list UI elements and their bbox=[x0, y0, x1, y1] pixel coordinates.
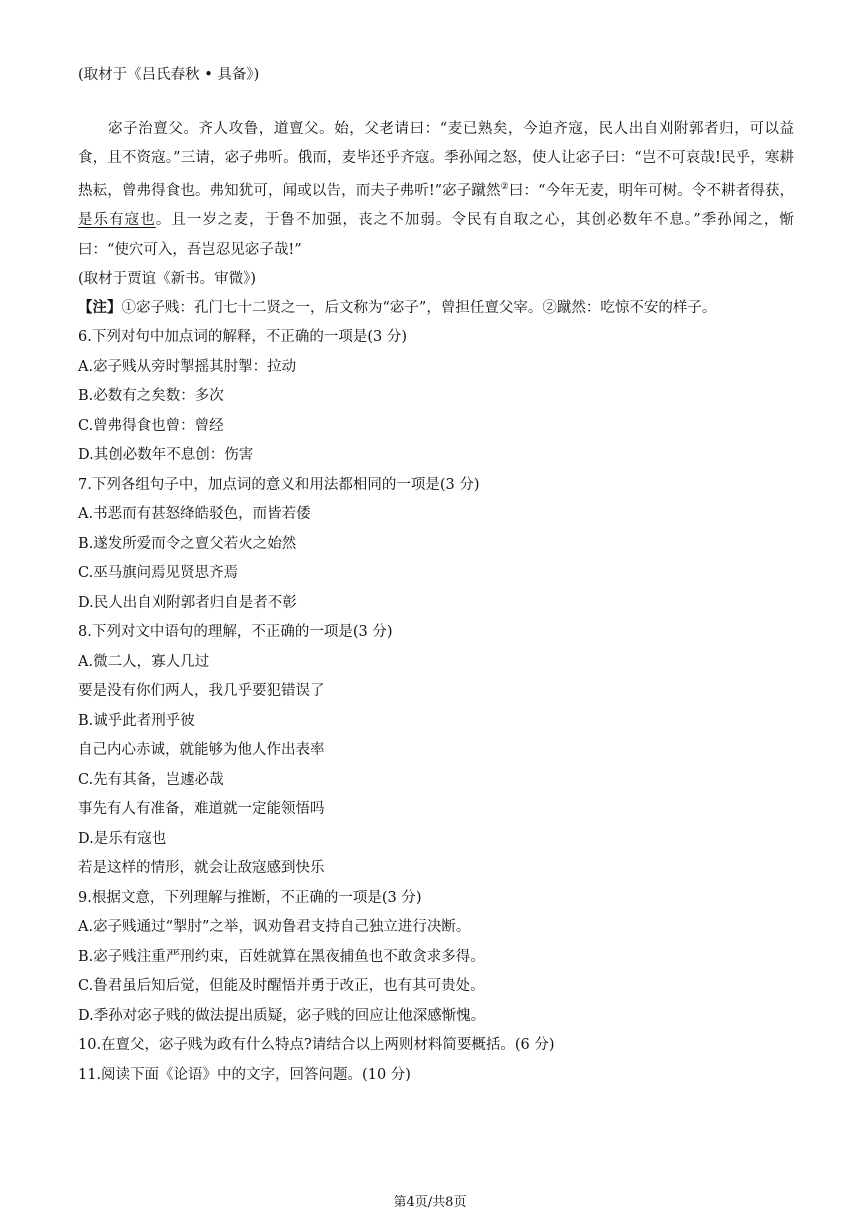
q6-option-a: A.宓子贱从旁时掣摇其肘掣：拉动 bbox=[78, 359, 297, 375]
q8-option-d: D.是乐有寇也 bbox=[78, 831, 167, 847]
question-11: 11.阅读下面《论语》中的文字，回答问题。(10 分) bbox=[78, 1067, 411, 1083]
question-9: 9.根据文意，下列理解与推断，不正确的一项是(3 分) bbox=[78, 890, 422, 906]
classical-passage bbox=[78, 115, 794, 265]
page-number: 第4页/共8页 bbox=[393, 1195, 467, 1210]
q8-option-c: C.先有其备，岂遽必哉 bbox=[78, 772, 224, 788]
q7-option-a: A.书恶而有甚怒绛皓驳色，而皆若倭 bbox=[78, 506, 311, 522]
question-10: 10.在亶父，宓子贱为政有什么特点?请结合以上两则材料简要概括。(6 分) bbox=[78, 1037, 555, 1053]
q6-option-c: C.曾弗得食也曾：曾经 bbox=[78, 418, 224, 434]
q8-option-a: A.微二人，寡人几过 bbox=[78, 654, 210, 670]
question-8: 8.下列对文中语句的理解，不正确的一项是(3 分) bbox=[78, 624, 393, 640]
q9-option-d: D.季孙对宓子贱的做法提出质疑，宓子贱的回应让他深感惭愧。 bbox=[78, 1008, 486, 1024]
q9-option-c: C.鲁君虽后知后觉，但能及时醒悟并勇于改正，也有其可贵处。 bbox=[78, 978, 485, 994]
passage-text-2: 曰：“今年无麦，明年可树。令不耕者得获， bbox=[508, 183, 794, 200]
passage-underlined-phrase: 是乐有寇也 bbox=[78, 212, 156, 229]
q6-option-d: D.其创必数年不息创：伤害 bbox=[78, 447, 254, 463]
passage-text-1: 宓子治亶父。齐人攻鲁，道亶父。始，父老请曰：“麦已熟矣，今迫齐寇，民人出自刈附郭者归，可以益食，且不资寇。”三请，宓子弗听。俄而，麦毕还乎齐寇。季孙闻之怒，使人让宓子曰：“岂不可哀哉!民乎，寒耕热耘，曾弗得食也。弗知犹可，闻或以告，而夫子弗听!”宓子蹴然 bbox=[78, 121, 794, 200]
question-7: 7.下列各组句子中，加点词的意义和用法都相同的一项是(3 分) bbox=[78, 477, 480, 493]
q7-option-b: B.遂发所爱而令之亶父若火之始然 bbox=[78, 536, 297, 552]
source-citation-2: (取材于贾谊《新书。审微》) bbox=[78, 271, 257, 287]
q9-option-b: B.宓子贱注重严刑约束，百姓就算在黑夜捕鱼也不敢贪求多得。 bbox=[78, 949, 485, 965]
q9-option-a: A.宓子贱通过“掣肘”之举，讽劝鲁君支持自己独立进行决断。 bbox=[78, 919, 471, 935]
note-head: 【注】 bbox=[78, 299, 122, 316]
q6-option-b: B.必数有之矣数：多次 bbox=[78, 388, 224, 404]
note-text: ①宓子贱：孔门七十二贤之一，后文称为“宓子”，曾担任亶父宰。②蹴然：吃惊不安的样子。 bbox=[121, 300, 717, 316]
q7-option-c: C.巫马旗问焉见贤思齐焉 bbox=[78, 565, 239, 581]
q8-option-c-translation: 事先有人有准备，难道就一定能领悟吗 bbox=[78, 801, 325, 817]
annotation-note bbox=[78, 299, 716, 317]
footnote-marker: ② bbox=[500, 182, 509, 193]
q8-option-b: B.诚乎此者刑乎彼 bbox=[78, 713, 195, 729]
q7-option-d: D.民人出自刈附郭者归自是者不彰 bbox=[78, 595, 297, 611]
passage-text-3: 。且一岁之麦，于鲁不加强，丧之不加弱。令民有自取之心，其创必数年不息。”季孙闻之，惭曰：“使穴可入，吾岂忍见宓子哉!” bbox=[78, 212, 794, 258]
q8-option-a-translation: 要是没有你们两人，我几乎要犯错误了 bbox=[78, 683, 325, 699]
q8-option-d-translation: 若是这样的情形，就会让敌寇感到快乐 bbox=[78, 860, 325, 876]
source-citation-1: (取材于《吕氏春秋 • 具备》) bbox=[78, 67, 260, 83]
q8-option-b-translation: 自己内心赤诚，就能够为他人作出表率 bbox=[78, 742, 325, 758]
question-6: 6.下列对句中加点词的解释，不正确的一项是(3 分) bbox=[78, 329, 407, 345]
